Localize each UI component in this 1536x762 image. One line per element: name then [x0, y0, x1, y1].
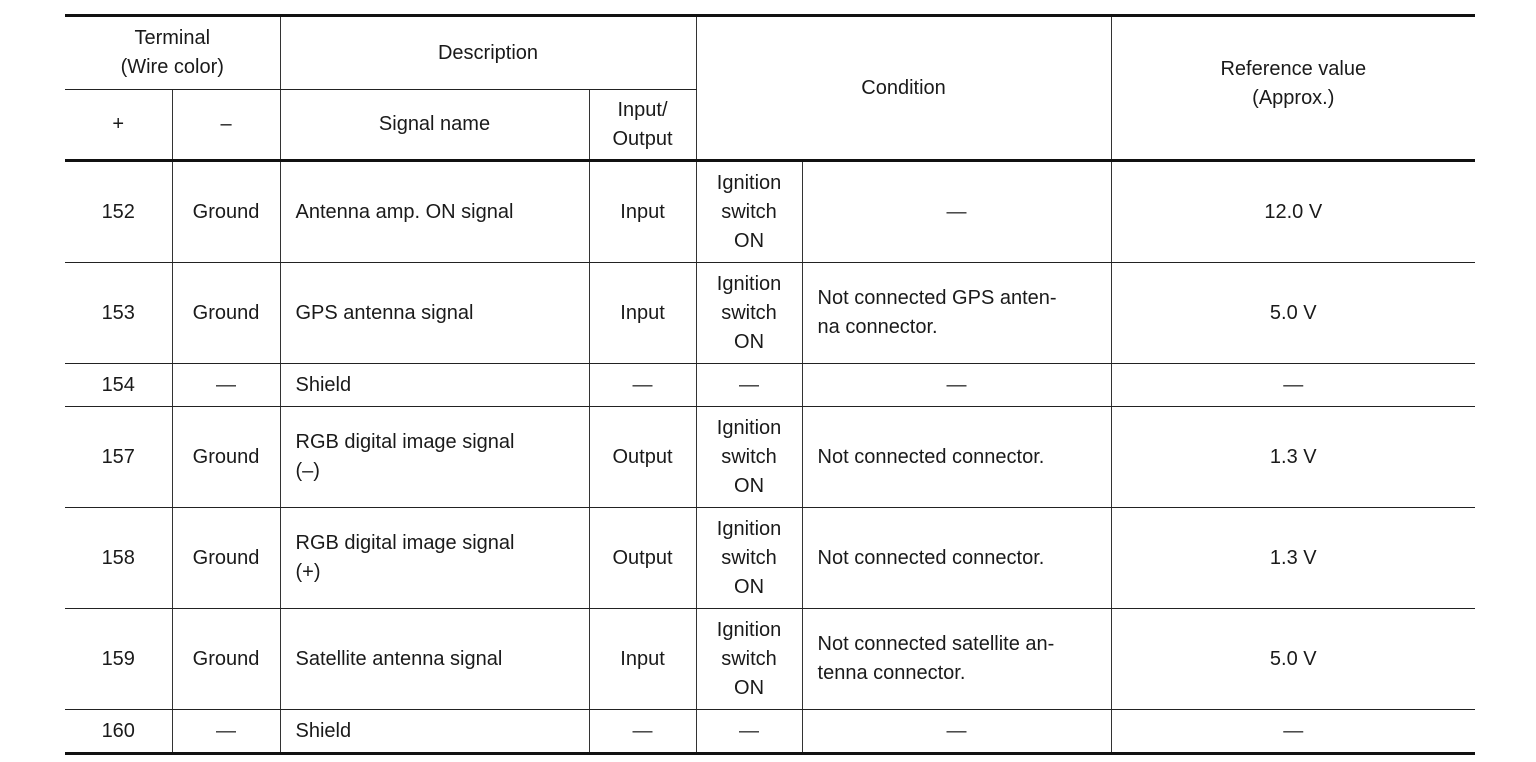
- signal-name: RGB digital image signal (–): [280, 407, 589, 508]
- reference-value: 1.3 V: [1111, 407, 1475, 508]
- header-plus: +: [65, 90, 172, 161]
- terminal-plus: 153: [65, 263, 172, 364]
- terminal-minus: —: [172, 364, 280, 407]
- terminal-plus: 152: [65, 161, 172, 263]
- header-description: Description: [280, 16, 696, 90]
- condition-detail: —: [802, 364, 1111, 407]
- input-output: Input: [589, 161, 696, 263]
- header-reference-value: Reference value (Approx.): [1111, 16, 1475, 161]
- terminal-plus: 160: [65, 710, 172, 754]
- reference-value: 5.0 V: [1111, 263, 1475, 364]
- condition-state: Ignition switch ON: [696, 263, 802, 364]
- reference-value: 12.0 V: [1111, 161, 1475, 263]
- terminal-minus: Ground: [172, 609, 280, 710]
- input-output: Output: [589, 508, 696, 609]
- condition-detail: Not connected satellite an- tenna connector.: [802, 609, 1111, 710]
- reference-value: —: [1111, 710, 1475, 754]
- table-row: [65, 508, 1475, 609]
- condition-detail: —: [802, 710, 1111, 754]
- condition-state: Ignition switch ON: [696, 161, 802, 263]
- input-output: Output: [589, 407, 696, 508]
- condition-detail: —: [802, 161, 1111, 263]
- terminal-minus: —: [172, 710, 280, 754]
- terminal-plus: 159: [65, 609, 172, 710]
- header-minus: –: [172, 90, 280, 161]
- terminal-plus: 157: [65, 407, 172, 508]
- header-condition: Condition: [696, 16, 1111, 161]
- signal-name: Shield: [280, 364, 589, 407]
- table-row: [65, 161, 1475, 263]
- input-output: Input: [589, 609, 696, 710]
- input-output: Input: [589, 263, 696, 364]
- condition-state: —: [696, 364, 802, 407]
- terminal-minus: Ground: [172, 508, 280, 609]
- signal-name: RGB digital image signal (+): [280, 508, 589, 609]
- terminal-plus: 158: [65, 508, 172, 609]
- table-row: [65, 710, 1475, 754]
- table-row: [65, 364, 1475, 407]
- signal-name: Antenna amp. ON signal: [280, 161, 589, 263]
- reference-value: —: [1111, 364, 1475, 407]
- condition-state: Ignition switch ON: [696, 508, 802, 609]
- header-signal-name: Signal name: [280, 90, 589, 161]
- header-terminal: Terminal (Wire color): [65, 16, 280, 90]
- table-row: [65, 407, 1475, 508]
- terminal-plus: 154: [65, 364, 172, 407]
- condition-detail: Not connected GPS anten- na connector.: [802, 263, 1111, 364]
- reference-value: 5.0 V: [1111, 609, 1475, 710]
- terminal-minus: Ground: [172, 263, 280, 364]
- table-row: [65, 609, 1475, 710]
- header-input-output: Input/ Output: [589, 90, 696, 161]
- signal-name: GPS antenna signal: [280, 263, 589, 364]
- reference-value: 1.3 V: [1111, 508, 1475, 609]
- input-output: —: [589, 710, 696, 754]
- condition-state: Ignition switch ON: [696, 407, 802, 508]
- condition-detail: Not connected connector.: [802, 407, 1111, 508]
- table-row: [65, 263, 1475, 364]
- condition-state: Ignition switch ON: [696, 609, 802, 710]
- signal-name: Satellite antenna signal: [280, 609, 589, 710]
- terminal-reference-table: [65, 14, 1475, 755]
- signal-name: Shield: [280, 710, 589, 754]
- condition-detail: Not connected connector.: [802, 508, 1111, 609]
- condition-state: —: [696, 710, 802, 754]
- terminal-minus: Ground: [172, 161, 280, 263]
- terminal-minus: Ground: [172, 407, 280, 508]
- input-output: —: [589, 364, 696, 407]
